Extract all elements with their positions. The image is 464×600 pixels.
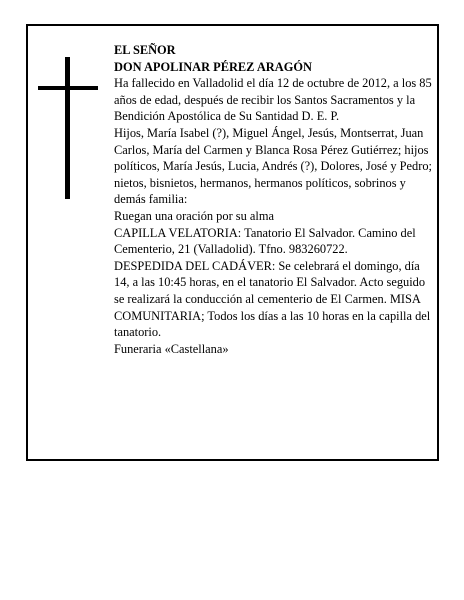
obituary-notice xyxy=(26,24,439,461)
cross-vertical-bar xyxy=(65,57,70,199)
deceased-name: DON APOLINAR PÉREZ ARAGÓN xyxy=(114,59,312,74)
family-list: Hijos, María Isabel (?), Miguel Ángel, Jesús, Montserrat, Juan Carlos, María del Carmen y Blanca Rosa Pérez Gutiérrez; hijos políticos, María Jesús, Lucia, Andrés (?), Dolores, José y Pedro; nietos, bisnietos, hermanos, hermanos políticos, sobrinos y demás familia: xyxy=(114,125,432,207)
obituary-text xyxy=(114,42,432,357)
cross-horizontal-bar xyxy=(38,86,98,90)
chapel-info: CAPILLA VELATORIA: Tanatorio El Salvador. Camino del Cementerio, 21 (Valladolid). Tfno. 983260722. xyxy=(114,225,416,257)
death-announcement: Ha fallecido en Valladolid el día 12 de octubre de 2012, a los 85 años de edad, después de recibir los Santos Sacramentos y la Bendición Apostólica de Su Santidad D. E. P. xyxy=(114,76,432,124)
prayer-request: Ruegan una oración por su alma xyxy=(114,208,274,223)
funeral-home: Funeraria «Castellana» xyxy=(114,341,229,356)
cross-icon xyxy=(38,57,98,199)
notice-title: EL SEÑOR xyxy=(114,43,176,57)
farewell-info: DESPEDIDA DEL CADÁVER: Se celebrará el domingo, día 14, a las 10:45 horas, en el tanatorio El Salvador. Acto seguido se realizará la conducción al cementerio de El Carmen. MISA COMUNITARIA; Todos los días a las 10 horas en la capilla del tanatorio. xyxy=(114,258,431,340)
